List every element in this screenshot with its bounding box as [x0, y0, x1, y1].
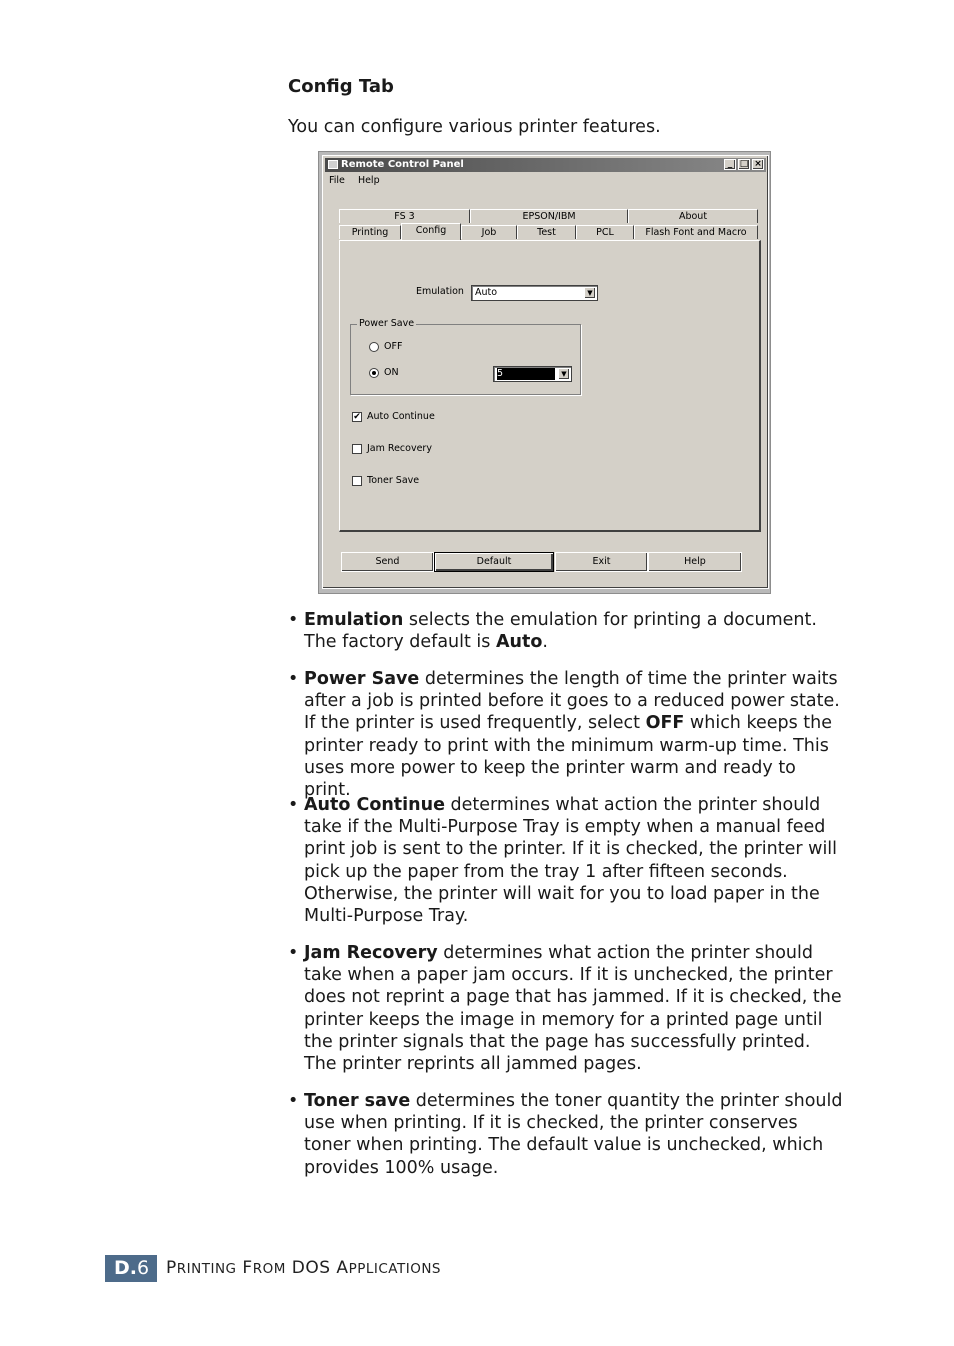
bullet-term: Power Save: [304, 669, 420, 689]
bullet-text: selects the emulation for printing a document. The factory default is: [304, 610, 817, 653]
bullet-text: determines what action the printer should take if the Multi-Purpose Tray is empty when a manual feed print job is sent to the printer. If it is checked, the printer will pick up the paper from the tray 1 after fifteen seconds. Otherwise, the printer will wait for you to load paper in the Multi-Purpose Tray.: [304, 795, 838, 927]
bullet-emulation: [288, 609, 848, 653]
footer-part: RINTING: [176, 1261, 237, 1277]
menu-bar: [329, 175, 390, 186]
remote-control-panel-window: [322, 155, 769, 589]
bullet-power-save: [288, 668, 848, 801]
toner-save-checkbox[interactable]: [352, 476, 362, 486]
power-off-radio[interactable]: [369, 342, 379, 352]
printer-icon: [328, 160, 338, 169]
tab-printing[interactable]: Printing: [339, 225, 401, 239]
power-save-minutes-value: 5: [497, 368, 555, 380]
bullet-dot: •: [288, 1091, 299, 1111]
window-title: Remote Control Panel: [341, 159, 464, 170]
tab-flash-font-and-macro[interactable]: Flash Font and Macro: [634, 225, 758, 239]
page-number: 6: [137, 1257, 150, 1279]
screenshot-frame: [318, 151, 771, 594]
appendix-letter: D.: [114, 1257, 137, 1279]
bullet-tail: which keeps the printer ready to print with the minimum warm-up time. This uses more power to keep the printer warm and ready to print.: [304, 713, 833, 801]
power-save-group: [350, 318, 581, 395]
footer-part: F: [236, 1258, 253, 1278]
bullet-text: determines what action the printer should take when a paper jam occurs. If it is unchecked, the printer does not reprint a page that has jammed. If it is checked, the printer keeps the image in memory for a printed page until the printer signals that the page has successfully printed. The printer reprints all jammed pages.: [304, 943, 842, 1075]
menu-help[interactable]: Help: [357, 175, 380, 186]
emulation-label: Emulation: [416, 286, 464, 297]
maximize-button[interactable]: □: [739, 159, 749, 169]
bullet-tail: .: [542, 632, 548, 653]
tab-job[interactable]: Job: [461, 225, 517, 239]
power-save-minutes-select[interactable]: [493, 366, 572, 382]
tab-about[interactable]: About: [628, 209, 758, 223]
jam-recovery-label: Jam Recovery: [367, 443, 432, 454]
page-number-badge: [105, 1255, 157, 1282]
auto-continue-checkbox[interactable]: ✔: [353, 412, 361, 422]
bullet-jam-recovery: [288, 942, 848, 1075]
bullet-toner-save: [288, 1090, 848, 1179]
footer-part: DOS A: [285, 1258, 349, 1278]
menu-file[interactable]: File: [329, 175, 345, 186]
close-button[interactable]: ×: [752, 159, 764, 170]
power-on-radio[interactable]: [369, 368, 379, 378]
tab-test[interactable]: Test: [517, 225, 576, 239]
bullet-dot: •: [288, 610, 299, 630]
auto-continue-label: Auto Continue: [367, 411, 435, 422]
section-title-footer: [166, 1258, 441, 1278]
footer-part: ROM: [252, 1261, 286, 1277]
bullet-dot: •: [288, 669, 299, 689]
bullet-term: Auto Continue: [304, 795, 445, 815]
config-panel: [339, 240, 761, 532]
tab-fs3[interactable]: FS 3: [339, 209, 470, 223]
dropdown-arrow-icon[interactable]: ▼: [584, 287, 596, 299]
jam-recovery-checkbox[interactable]: [352, 444, 362, 454]
bullet-text: determines the length of time the printer waits after a job is printed before it goes to a reduced power state. If the printer is used frequently, select: [304, 669, 840, 734]
dropdown-arrow-icon[interactable]: ▼: [558, 368, 570, 380]
help-button[interactable]: Help: [648, 552, 742, 572]
section-heading: Config Tab: [288, 76, 394, 97]
tab-config[interactable]: Config: [401, 223, 461, 240]
bullet-bold: OFF: [645, 713, 685, 734]
power-save-title: Power Save: [359, 318, 415, 329]
exit-button[interactable]: Exit: [555, 552, 648, 572]
bullet-bold: Auto: [495, 632, 543, 653]
intro-text: You can configure various printer features.: [288, 117, 661, 137]
bullet-auto-continue: [288, 794, 848, 927]
bullet-term: Toner save: [304, 1091, 411, 1111]
power-off-label: OFF: [384, 341, 403, 352]
bullet-term: Jam Recovery: [304, 943, 438, 963]
bullet-text: determines the toner quantity the printer should use when printing. If it is checked, the printer conserves toner when printing. The default value is unchecked, which provides 100% usage.: [304, 1091, 843, 1178]
bullet-term: Emulation: [304, 610, 404, 630]
bullet-dot: •: [288, 943, 299, 963]
default-button[interactable]: Default: [434, 552, 554, 572]
bullet-dot: •: [288, 795, 299, 815]
power-on-label: ON: [384, 367, 399, 378]
emulation-select[interactable]: [471, 285, 598, 301]
title-bar: [325, 158, 766, 172]
footer-part: PPLICATIONS: [348, 1261, 441, 1277]
send-button[interactable]: Send: [341, 552, 434, 572]
minimize-button[interactable]: _: [724, 159, 736, 170]
emulation-value: Auto: [475, 287, 498, 298]
tab-epson-ibm[interactable]: EPSON/IBM: [470, 209, 628, 223]
tab-pcl[interactable]: PCL: [576, 225, 634, 239]
footer-part: P: [166, 1258, 177, 1278]
toner-save-label: Toner Save: [367, 475, 420, 486]
